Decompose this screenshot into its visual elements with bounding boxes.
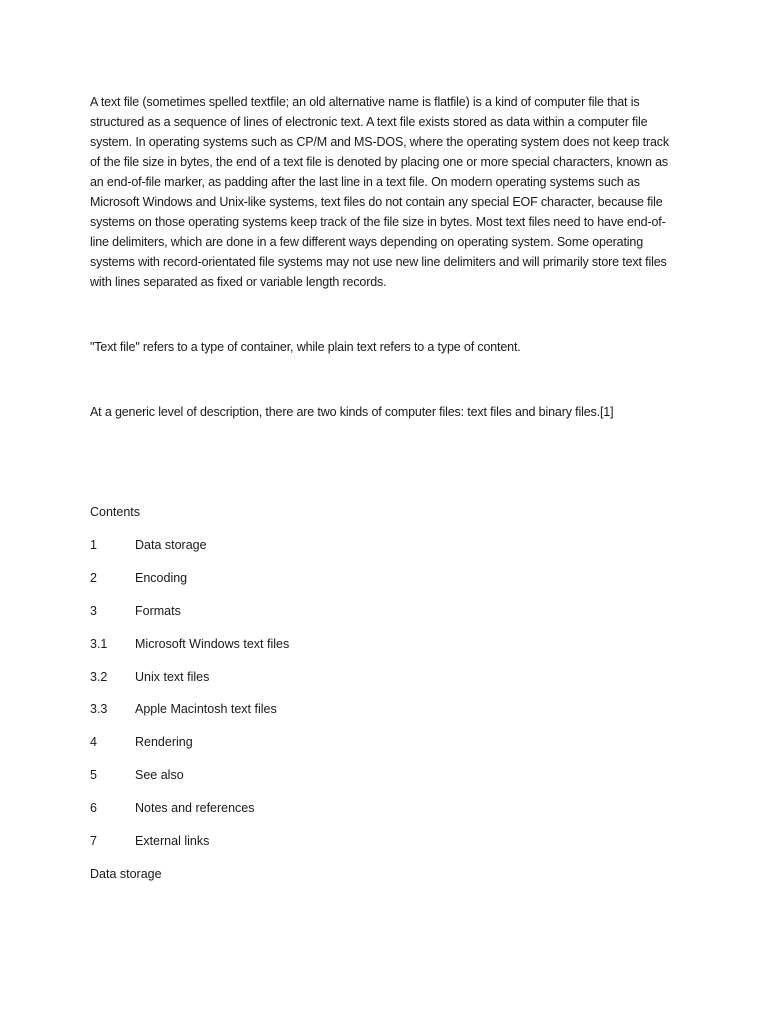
toc-item-number: 3.1 bbox=[90, 637, 108, 651]
toc-item bbox=[90, 699, 490, 719]
toc-item-label: Microsoft Windows text files bbox=[135, 637, 290, 651]
toc-item-number: 5 bbox=[90, 768, 97, 782]
section-heading: Data storage bbox=[90, 867, 162, 881]
toc-item-number: 3.2 bbox=[90, 670, 108, 684]
toc-item-label: Formats bbox=[135, 604, 181, 618]
toc-item-label: Apple Macintosh text files bbox=[135, 702, 277, 716]
toc-item-label: External links bbox=[135, 834, 210, 848]
toc-item bbox=[90, 798, 490, 818]
contents-heading: Contents bbox=[90, 505, 141, 519]
toc-item-label: Notes and references bbox=[135, 801, 255, 815]
toc-item-number: 7 bbox=[90, 834, 97, 848]
toc-item-label: Data storage bbox=[135, 538, 207, 552]
toc-item-number: 1 bbox=[90, 538, 97, 552]
toc-item bbox=[90, 667, 490, 687]
toc-item-label: Rendering bbox=[135, 735, 193, 749]
toc-item-number: 2 bbox=[90, 571, 97, 585]
toc-item bbox=[90, 831, 490, 851]
toc-item-number: 3.3 bbox=[90, 702, 108, 716]
toc-item-label: Encoding bbox=[135, 571, 188, 585]
toc-item bbox=[90, 732, 490, 752]
file-kinds-paragraph: At a generic level of description, there are two kinds of computer files: text files and binary files.[1] bbox=[90, 405, 614, 419]
toc-item-label: See also bbox=[135, 768, 184, 782]
toc-item bbox=[90, 765, 490, 785]
toc-item-number: 3 bbox=[90, 604, 97, 618]
container-paragraph: "Text file" refers to a type of container, while plain text refers to a type of content. bbox=[90, 340, 521, 354]
toc-item bbox=[90, 535, 490, 555]
toc-item bbox=[90, 568, 490, 588]
toc-item-label: Unix text files bbox=[135, 670, 210, 684]
toc-item bbox=[90, 601, 490, 621]
toc-item bbox=[90, 634, 490, 654]
toc-item-number: 4 bbox=[90, 735, 97, 749]
toc-item-number: 6 bbox=[90, 801, 97, 815]
intro-paragraph: A text file (sometimes spelled textfile; an old alternative name is flatfile) is a kind of computer file that is structured as a sequence of lines of electronic text. A text file exists stored as data within a computer file system. In operating systems such as CP/M and MS-DOS, where the operating system does not keep track of the file size in bytes, the end of a text file is denoted by placing one or more special characters, known as an end-of-file marker, as padding after the last line in a text file. On modern operating systems such as Microsoft Windows and Unix-like systems, text files do not contain any special EOF character, because file systems on those operating systems keep track of the file size in bytes. Most text files need to have end-of-line delimiters, which are done in a few different ways depending on operating system. Some operating systems with record-orientated file systems may not use new line delimiters and will primarily store text files with lines separated as fixed or variable length records. bbox=[90, 95, 670, 289]
